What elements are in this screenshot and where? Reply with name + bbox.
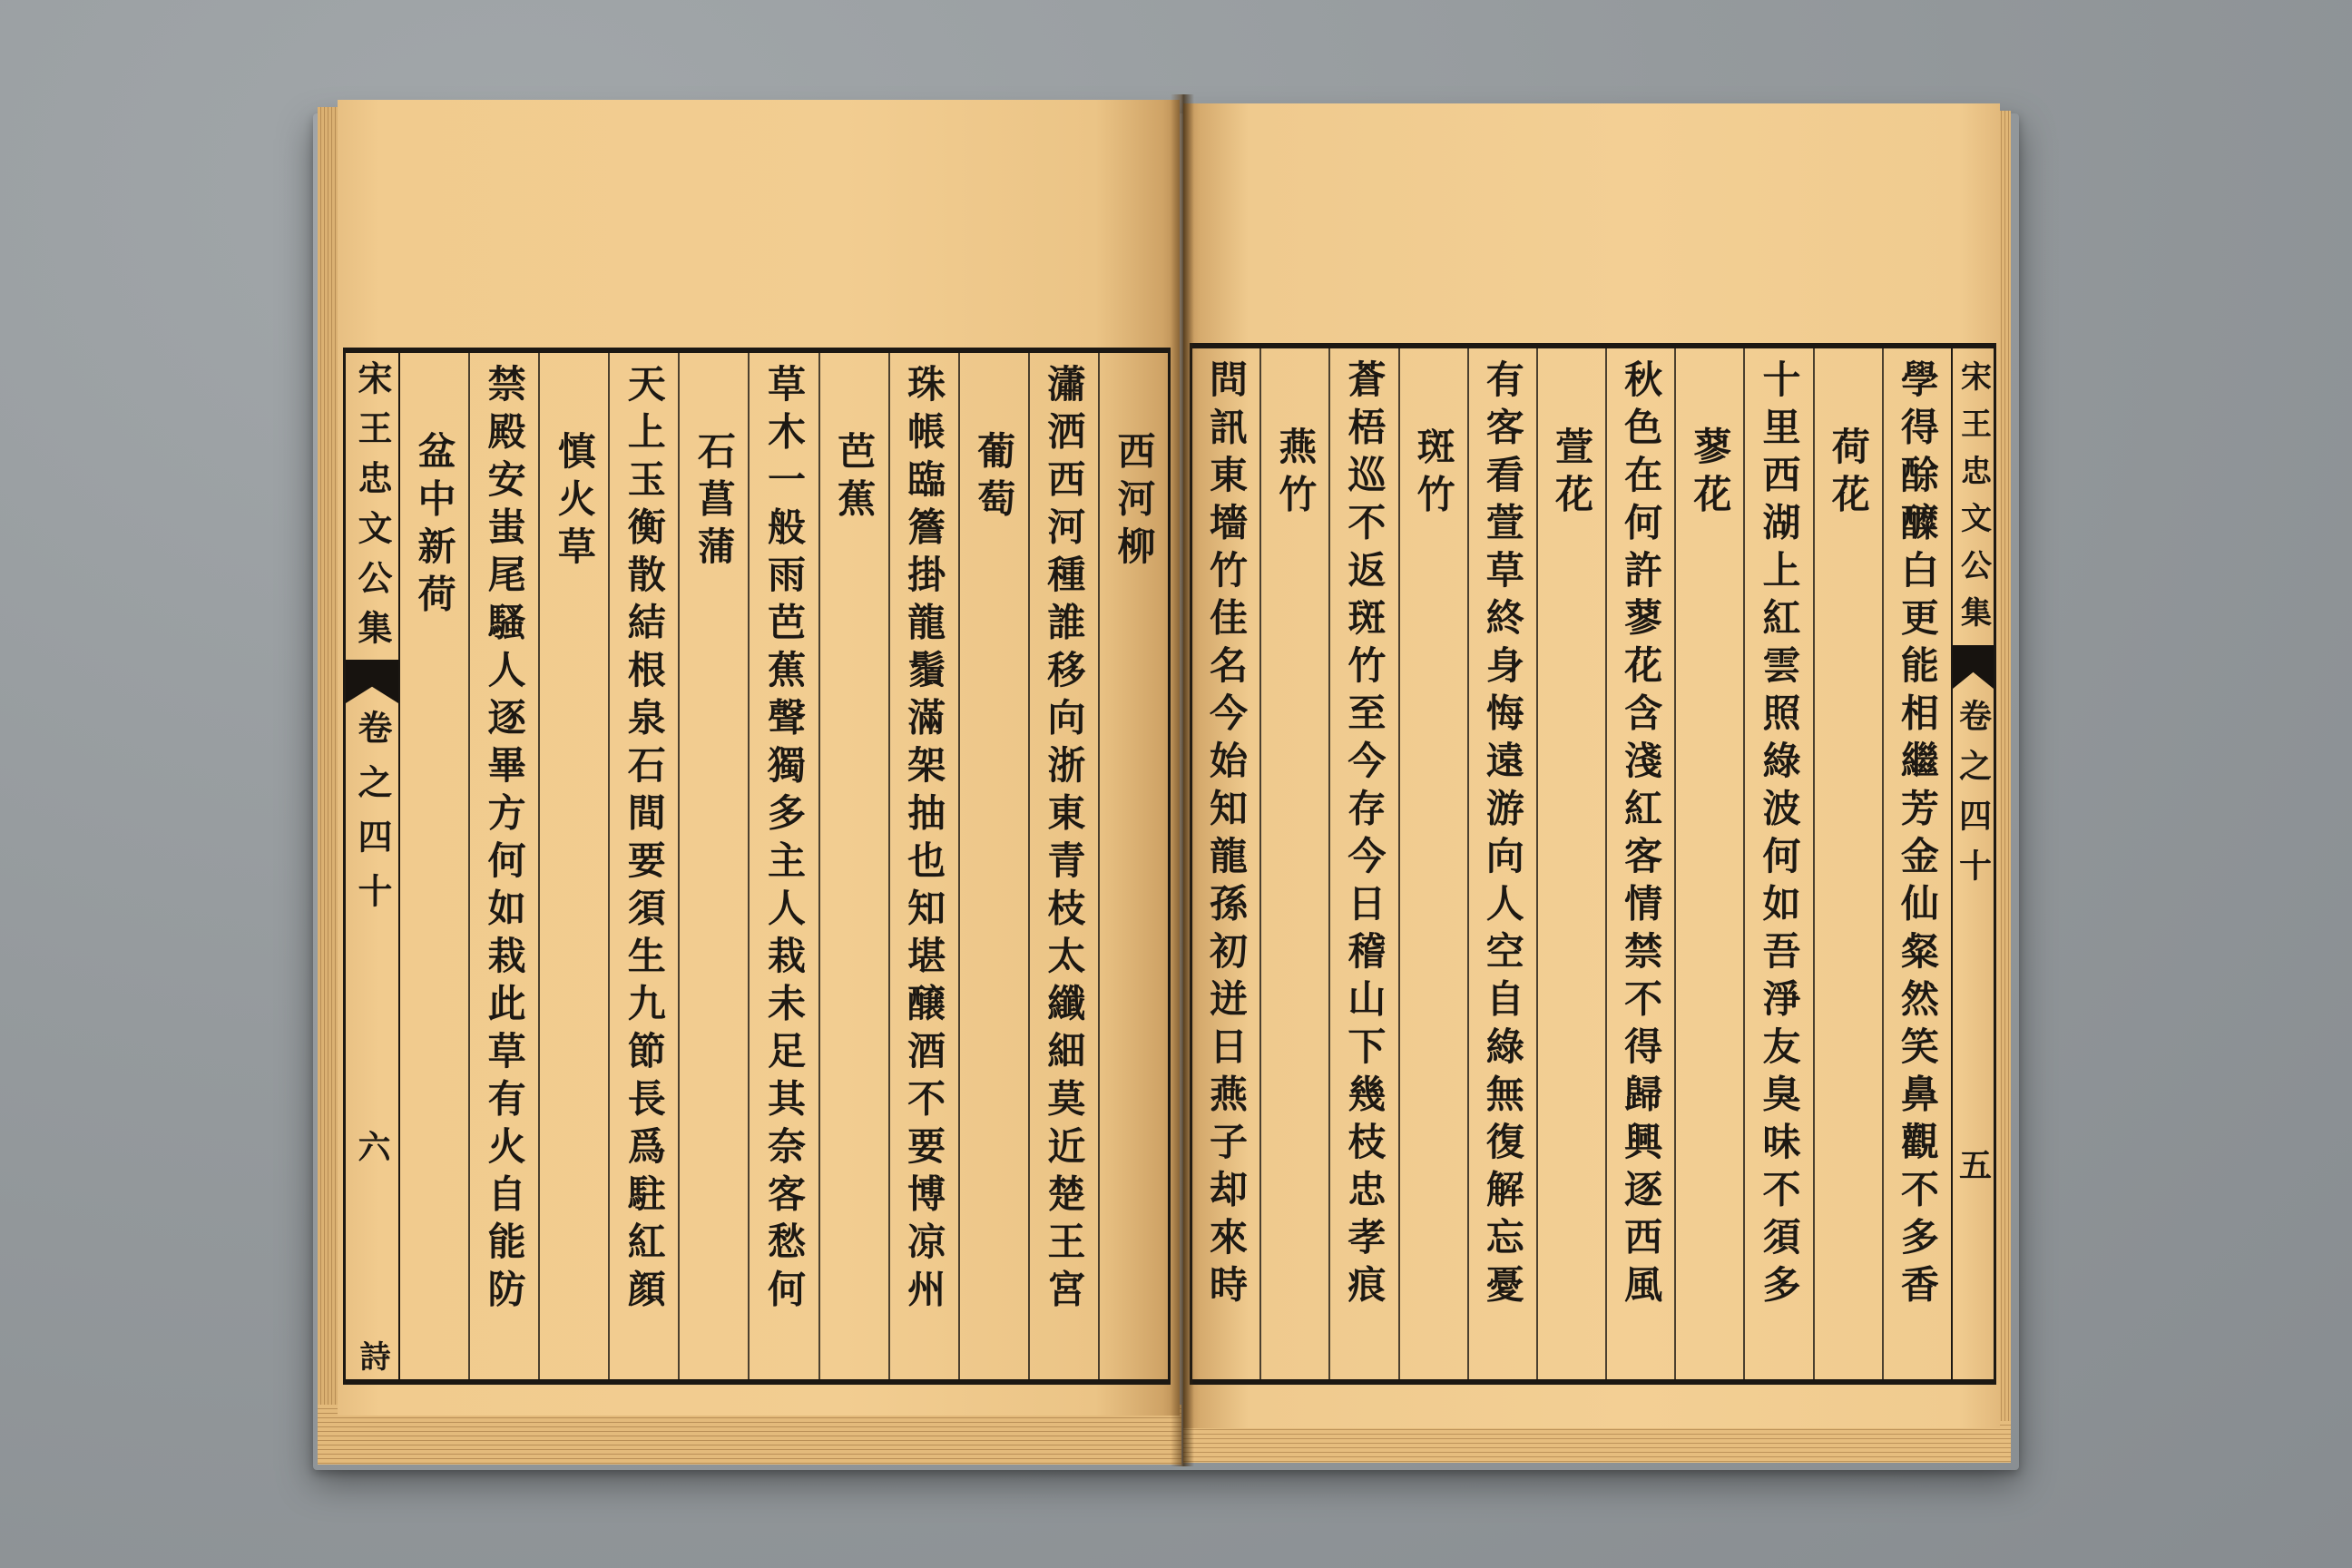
poem-verse: 蒼梧巡不返斑竹至今存今日稽山下幾枝忠孝痕	[1342, 359, 1387, 1312]
poem-title-column	[678, 353, 748, 1379]
poem-verse: 天上玉衡散結根泉石間要須生九節長爲駐紅顔	[622, 364, 667, 1317]
right-page-fold-margin	[1951, 348, 1994, 1379]
poem-title-column	[958, 353, 1028, 1379]
poem-verse-column	[1882, 348, 1951, 1379]
poem-verse-column	[608, 353, 678, 1379]
right-page-columns	[1192, 348, 1951, 1379]
poem-title: 斑竹	[1411, 426, 1456, 522]
fishtail-mark	[346, 660, 398, 703]
left-page-text-frame	[343, 348, 1171, 1385]
poem-verse-column	[1028, 353, 1098, 1379]
poem-title: 萱花	[1549, 426, 1594, 522]
poem-title-column	[1813, 348, 1882, 1379]
left-page	[338, 100, 1180, 1416]
poem-verse: 珠帳臨簷掛龍鬚滿架抽也知堪醸酒不要博凉州	[902, 364, 947, 1317]
poem-verse: 十里西湖上紅雲照綠波何如吾淨友臭味不須多	[1757, 359, 1802, 1312]
poem-verse-column	[748, 353, 818, 1379]
poem-title: 蓼花	[1688, 426, 1733, 522]
poem-verse: 禁殿安蚩尾騷人逐畢方何如栽此草有火自能防	[482, 364, 527, 1317]
poem-title-column	[818, 353, 888, 1379]
poem-title: 石菖蒲	[691, 431, 737, 574]
poem-verse-column	[1467, 348, 1536, 1379]
poem-verse-column	[1743, 348, 1812, 1379]
left-page-columns	[400, 353, 1168, 1379]
poem-title: 葡萄	[972, 431, 1017, 526]
right-page-text-frame	[1190, 343, 1996, 1385]
poem-title-column	[1674, 348, 1743, 1379]
fold-book-title: 宋王忠文公集	[1955, 360, 1992, 643]
poem-title-column	[1259, 348, 1328, 1379]
right-page	[1183, 103, 2000, 1428]
poem-verse-column	[468, 353, 538, 1379]
poem-verse: 草木一般雨芭蕉聲獨多主人栽未足其奈客愁何	[761, 364, 807, 1317]
poem-title-column	[1398, 348, 1467, 1379]
fold-footer-label: 詩	[354, 1340, 390, 1371]
poem-title: 慎火草	[552, 431, 597, 574]
poem-verse-column	[888, 353, 958, 1379]
poem-verse: 有客看萱草終身悔遠游向人空自綠無復解忘憂	[1480, 359, 1525, 1312]
poem-title: 荷花	[1826, 426, 1871, 522]
fold-leaf-number: 六	[353, 1130, 391, 1162]
poem-verse: 學得酴醾白更能相繼芳金仙粲然笑鼻觀不多香	[1895, 359, 1940, 1312]
fishtail-mark	[1953, 645, 1994, 689]
poem-title-column	[400, 353, 468, 1379]
poem-title-column	[1098, 353, 1168, 1379]
poem-verse-column	[1192, 348, 1259, 1379]
fold-leaf-number: 五	[1954, 1148, 1993, 1181]
poem-verse: 瀟洒西河種誰移向浙東青枝太纖細莫近楚王宮	[1042, 364, 1087, 1317]
left-page-fold-margin	[346, 353, 400, 1379]
poem-title: 燕竹	[1273, 426, 1318, 522]
poem-verse: 秋色在何許蓼花含淺紅客情禁不得歸興逐西風	[1619, 359, 1664, 1312]
fold-volume-number: 卷之四十	[1954, 699, 1993, 898]
poem-verse-column	[1328, 348, 1397, 1379]
poem-verse: 問訊東墻竹佳名今始知龍孫初迸日燕子却來時	[1204, 359, 1250, 1312]
fold-book-title: 宋王忠文公集	[352, 360, 393, 660]
poem-title: 芭蕉	[832, 431, 877, 526]
poem-verse-column	[1605, 348, 1674, 1379]
poem-title: 盆中新荷	[412, 431, 457, 622]
poem-title: 西河柳	[1112, 431, 1157, 574]
poem-title-column	[1536, 348, 1605, 1379]
poem-title-column	[538, 353, 608, 1379]
book-gutter-shadow	[1171, 94, 1194, 1466]
fold-volume-number: 卷之四十	[352, 710, 393, 927]
